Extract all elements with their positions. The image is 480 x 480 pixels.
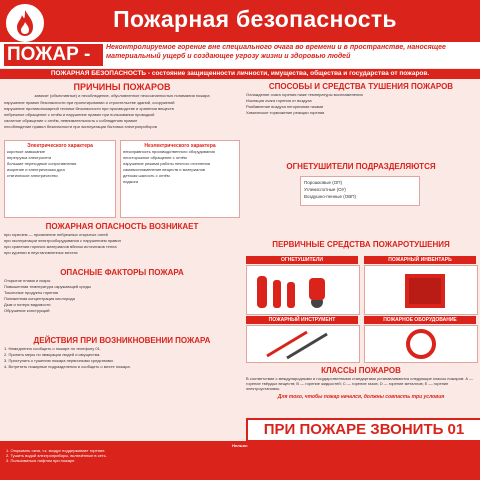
list-item: Открытое пламя и искры: [4, 278, 51, 283]
list-item: халатное обращение с огнём, невнимательность к соблюдению правил: [4, 118, 138, 123]
banner-subtitle: Неконтролируемое горение вне специального очага во времени и в пространстве, наносящее материальный ущерб и создающее угрозу жизни и здоровью людей: [106, 44, 446, 60]
means-section: [246, 82, 476, 116]
extinguishers-section: [246, 162, 476, 172]
list-item: Пониженная концентрация кислорода: [4, 296, 75, 301]
actions-section: [4, 336, 240, 370]
list-item: нарушение правил безопасности при проектировании и строительстве зданий, сооружений: [4, 100, 175, 105]
list-item: 1. Открывать окна, т.к. воздух поддерживает горение.: [6, 448, 106, 453]
nonelectric-title: Неэлектрического характера: [144, 143, 216, 149]
list-item: при горючем — проявление небрежных открытых огней: [4, 232, 108, 237]
definition-bar: ПОЖАРНАЯ БЕЗОПАСНОСТЬ - состояние защищенности личности, имущества, общества и государства от пожаров.: [0, 69, 480, 79]
fire-logo-icon: [6, 4, 44, 42]
list-item: Охлаждение очага горения ниже температуры воспламенения: [246, 92, 363, 97]
tag-extinguishers: ОГНЕТУШИТЕЛИ: [246, 256, 358, 264]
extinguisher-illustration: [246, 265, 360, 315]
footer-warning: [0, 441, 480, 480]
ext-title: ОГНЕТУШИТЕЛИ ПОДРАЗДЕЛЯЮТСЯ: [286, 162, 436, 171]
actions-title: ДЕЙСТВИЯ ПРИ ВОЗНИКНОВЕНИИ ПОЖАРА: [33, 336, 211, 345]
extinguisher-icon: [247, 266, 359, 314]
list-item: 1. Немедленно сообщить о пожаре по телефону 01.: [4, 346, 101, 351]
list-item: короткое замыкание: [7, 149, 45, 154]
list-item: 2. Тушить водой электроприборы, включённые в сеть.: [6, 453, 107, 458]
list-item: перегрузка электросети: [7, 155, 52, 160]
primary-section: [246, 240, 476, 250]
means-list: [246, 92, 476, 115]
primary-title: ПЕРВИЧНЫЕ СРЕДСТВА ПОЖАРОТУШЕНИЯ: [272, 240, 450, 249]
actions-list: [4, 346, 240, 369]
motto: Для того, чтобы пожар начался, должны совпасть три условия: [277, 394, 445, 400]
fire-tools-icon: [247, 326, 359, 362]
list-item: при эксплуатации электрооборудования с нарушением правил: [4, 238, 122, 243]
flame-icon: [15, 9, 35, 37]
list-item: 4. Встретить пожарные подразделения и сообщить о месте пожара.: [4, 364, 131, 369]
list-item: Дым и потеря видимости: [4, 302, 51, 307]
classes-text: В соответствии с международными и государственными стандартами устанавливаются следующие классы пожаров: А — горение твёрдых веществ; В — горение жидкостей; С — горение газов; D — горение металлов; E — горение электроустановок.: [246, 376, 474, 391]
extinguishers-list-box: [300, 176, 420, 206]
list-item: поджоги: [123, 179, 139, 184]
nonelectric-list: [123, 149, 237, 184]
causes-title: ПРИЧИНЫ ПОЖАРОВ: [73, 82, 171, 92]
list-item: неисправность производственного оборудования: [123, 149, 215, 154]
pozhar-label: ПОЖАР -: [4, 44, 103, 66]
electric-box: [4, 140, 116, 218]
list-item: Порошковые (ОП): [304, 180, 342, 185]
tag-equipment: ПОЖАРНОЕ ОБОРУДОВАНИЕ: [364, 316, 476, 324]
list-item: Обрушение конструкций: [4, 308, 50, 313]
instrument-illustration: [246, 325, 360, 363]
list-item: нарушение режима работы печного отопления: [123, 161, 210, 166]
nonelectric-box: [120, 140, 240, 218]
list-item: Разбавление воздуха негорючими газами: [246, 104, 324, 109]
list-item: Токсичные продукты горения: [4, 290, 59, 295]
inventory-illustration: [364, 265, 478, 315]
list-item: самовоспламенение веществ и материалов: [123, 167, 205, 172]
emergency-call-banner: ПРИ ПОЖАРЕ ЗВОНИТЬ 01: [246, 418, 480, 442]
list-item: при курении в неустановленных местах: [4, 250, 78, 255]
factors-title: ОПАСНЫЕ ФАКТОРЫ ПОЖАРА: [60, 268, 184, 277]
electric-list: [7, 149, 113, 178]
list-item: статическое электричество: [7, 173, 58, 178]
list-item: Химическое торможение реакции горения: [246, 110, 325, 115]
list-item: Воздушно-пенные (ОВП): [304, 194, 357, 199]
footer-title: Нельзя:: [232, 443, 248, 448]
list-item: большие переходные сопротивления: [7, 161, 77, 166]
factors-list: [4, 278, 240, 313]
equipment-illustration: [364, 325, 478, 363]
list-item: небрежное обращение с огнём и нарушение правил при пользовании проводкой: [4, 112, 155, 117]
tag-inventory: ПОЖАРНЫЙ ИНВЕНТАРЬ: [364, 256, 476, 264]
list-item: Изоляция очага горения от воздуха: [246, 98, 312, 103]
danger-section: [4, 222, 240, 256]
list-item: детская шалость с огнём: [123, 173, 170, 178]
page-title: Пожарная безопасность: [113, 6, 397, 32]
list-item: 2. Принять меры по эвакуации людей и имущества.: [4, 352, 101, 357]
fire-shield-icon: [365, 266, 477, 314]
list-item: нарушение противопожарной техники безопасности при производстве и хранении веществ: [4, 106, 174, 111]
classes-title: КЛАССЫ ПОЖАРОВ: [321, 366, 401, 375]
list-item: 3. Приступить к тушению пожара первичными средствами.: [4, 358, 114, 363]
list-item: при хранении горючих материалов вблизи источников тепла: [4, 244, 117, 249]
list-item: 3. Пользоваться лифтом при пожаре.: [6, 458, 76, 463]
tag-instrument: ПОЖАРНЫЙ ИНСТРУМЕНТ: [246, 316, 358, 324]
header-bar: [0, 0, 480, 42]
causes-subtitle: зависят (объективные) и несоблюдение, обусловленное неосознанностью понимания пожара: [34, 93, 210, 98]
danger-list: [4, 232, 240, 255]
list-item: несоблюдение правил безопасности при эксплуатации бытовых электроприборов: [4, 124, 157, 129]
list-item: искрение и электрическая дуга: [7, 167, 65, 172]
means-title: СПОСОБЫ И СРЕДСТВА ТУШЕНИЯ ПОЖАРОВ: [268, 82, 454, 91]
fire-hose-icon: [365, 326, 477, 362]
left-column: [4, 82, 240, 130]
danger-title: ПОЖАРНАЯ ОПАСНОСТЬ ВОЗНИКАЕТ: [45, 222, 199, 231]
list-item: Повышенная температура окружающей среды: [4, 284, 91, 289]
list-item: Углекислотные (ОУ): [304, 187, 346, 192]
factors-section: [4, 268, 240, 314]
list-item: неосторожное обращение с огнём: [123, 155, 187, 160]
causes-list: [4, 100, 240, 129]
electric-title: Электрического характера: [27, 143, 93, 149]
classes-section: [246, 366, 476, 401]
